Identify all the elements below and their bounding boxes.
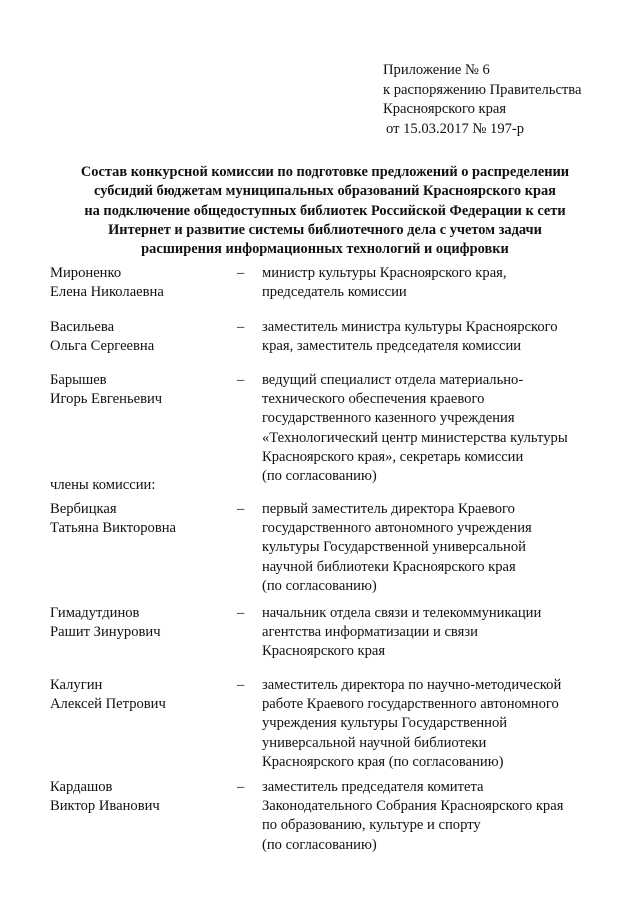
role-line: (по согласованию): [262, 577, 377, 594]
appendix-line: Приложение № 6: [383, 62, 490, 78]
role-line: Красноярского края (по согласованию): [262, 753, 504, 770]
role-line: ведущий специалист отдела материально-: [262, 372, 524, 388]
dash-separator: –: [237, 265, 245, 281]
appendix-line: к распоряжению Правительства: [383, 81, 582, 98]
role-line: Красноярского края», секретарь комиссии: [262, 448, 524, 465]
role-line: Законодательного Собрания Красноярского края: [262, 798, 564, 815]
role-line: работе Краевого государственного автономного: [262, 696, 559, 713]
member-role: [262, 318, 602, 356]
appendix-line: Красноярского края: [383, 101, 507, 117]
document-title: [40, 163, 610, 259]
dash-separator: –: [237, 501, 245, 517]
member-name: [50, 604, 230, 642]
role-line: начальник отдела связи и телекоммуникации: [262, 605, 542, 621]
member-surname: Гимадутдинов: [50, 605, 140, 621]
role-line: заместитель председателя комитета: [262, 779, 484, 795]
member-name: [50, 500, 230, 538]
role-line: заместитель министра культуры Красноярского: [262, 319, 558, 335]
role-line: государственного казенного учреждения: [262, 410, 515, 427]
member-given-names: Игорь Евгеньевич: [50, 391, 163, 408]
member-surname: Барышев: [50, 372, 107, 388]
member-role: [262, 264, 602, 302]
role-line: научной библиотеки Красноярского края: [262, 558, 516, 575]
title-line: Интернет и развитие системы библиотечного дела с учетом задачи: [108, 221, 542, 238]
role-line: «Технологический центр министерства культуры: [262, 429, 568, 446]
role-line: заместитель директора по научно-методической: [262, 677, 562, 693]
dash-separator: –: [237, 319, 245, 335]
member-surname: Васильева: [50, 319, 115, 335]
title-line: расширения информационных технологий и оцифровки: [141, 241, 509, 258]
member-given-names: Ольга Сергеевна: [50, 338, 155, 355]
role-line: председатель комиссии: [262, 284, 407, 301]
role-line: технического обеспечения краевого: [262, 391, 485, 408]
appendix-line: от 15.03.2017 № 197-р: [386, 120, 525, 137]
role-line: учреждения культуры Государственной: [262, 715, 508, 732]
member-name: [50, 318, 230, 356]
members-section-label: члены комиссии:: [50, 477, 156, 493]
role-line: по образованию, культуре и спорту: [262, 817, 481, 834]
dash-separator: –: [237, 779, 245, 795]
dash-separator: –: [237, 605, 245, 621]
role-line: государственного автономного учреждения: [262, 520, 532, 537]
role-line: (по согласованию): [262, 836, 377, 853]
member-given-names: Виктор Иванович: [50, 798, 160, 815]
dash-separator: –: [237, 677, 245, 693]
member-name: [50, 676, 230, 714]
title-line: на подключение общедоступных библиотек Российской Федерации к сети: [84, 202, 566, 219]
member-surname: Мироненко: [50, 265, 122, 281]
member-name: [50, 778, 230, 816]
role-line: агентства информатизации и связи: [262, 624, 478, 641]
role-line: культуры Государственной универсальной: [262, 539, 526, 556]
dash-separator: –: [237, 372, 245, 388]
title-line: субсидий бюджетам муниципальных образований Красноярского края: [94, 183, 556, 200]
role-line: (по согласованию): [262, 468, 377, 485]
member-name: [50, 371, 230, 409]
role-line: Красноярского края: [262, 643, 386, 660]
role-line: универсальной научной библиотеки: [262, 734, 487, 751]
member-role: [262, 604, 602, 662]
member-surname: Калугин: [50, 677, 103, 693]
member-surname: Кардашов: [50, 779, 113, 795]
member-surname: Вербицкая: [50, 501, 117, 517]
role-line: министр культуры Красноярского края,: [262, 265, 507, 281]
member-role: [262, 371, 602, 486]
appendix-header: [383, 61, 581, 139]
member-given-names: Татьяна Викторовна: [50, 520, 177, 537]
member-role: [262, 500, 602, 596]
member-given-names: Рашит Зинурович: [50, 624, 161, 641]
member-name: [50, 264, 230, 302]
member-given-names: Алексей Петрович: [50, 696, 166, 713]
role-line: края, заместитель председателя комиссии: [262, 338, 522, 355]
role-line: первый заместитель директора Краевого: [262, 501, 515, 517]
member-role: [262, 778, 602, 855]
member-given-names: Елена Николаевна: [50, 284, 164, 301]
member-role: [262, 676, 602, 772]
title-line: Состав конкурсной комиссии по подготовке предложений о распределении: [80, 164, 570, 180]
